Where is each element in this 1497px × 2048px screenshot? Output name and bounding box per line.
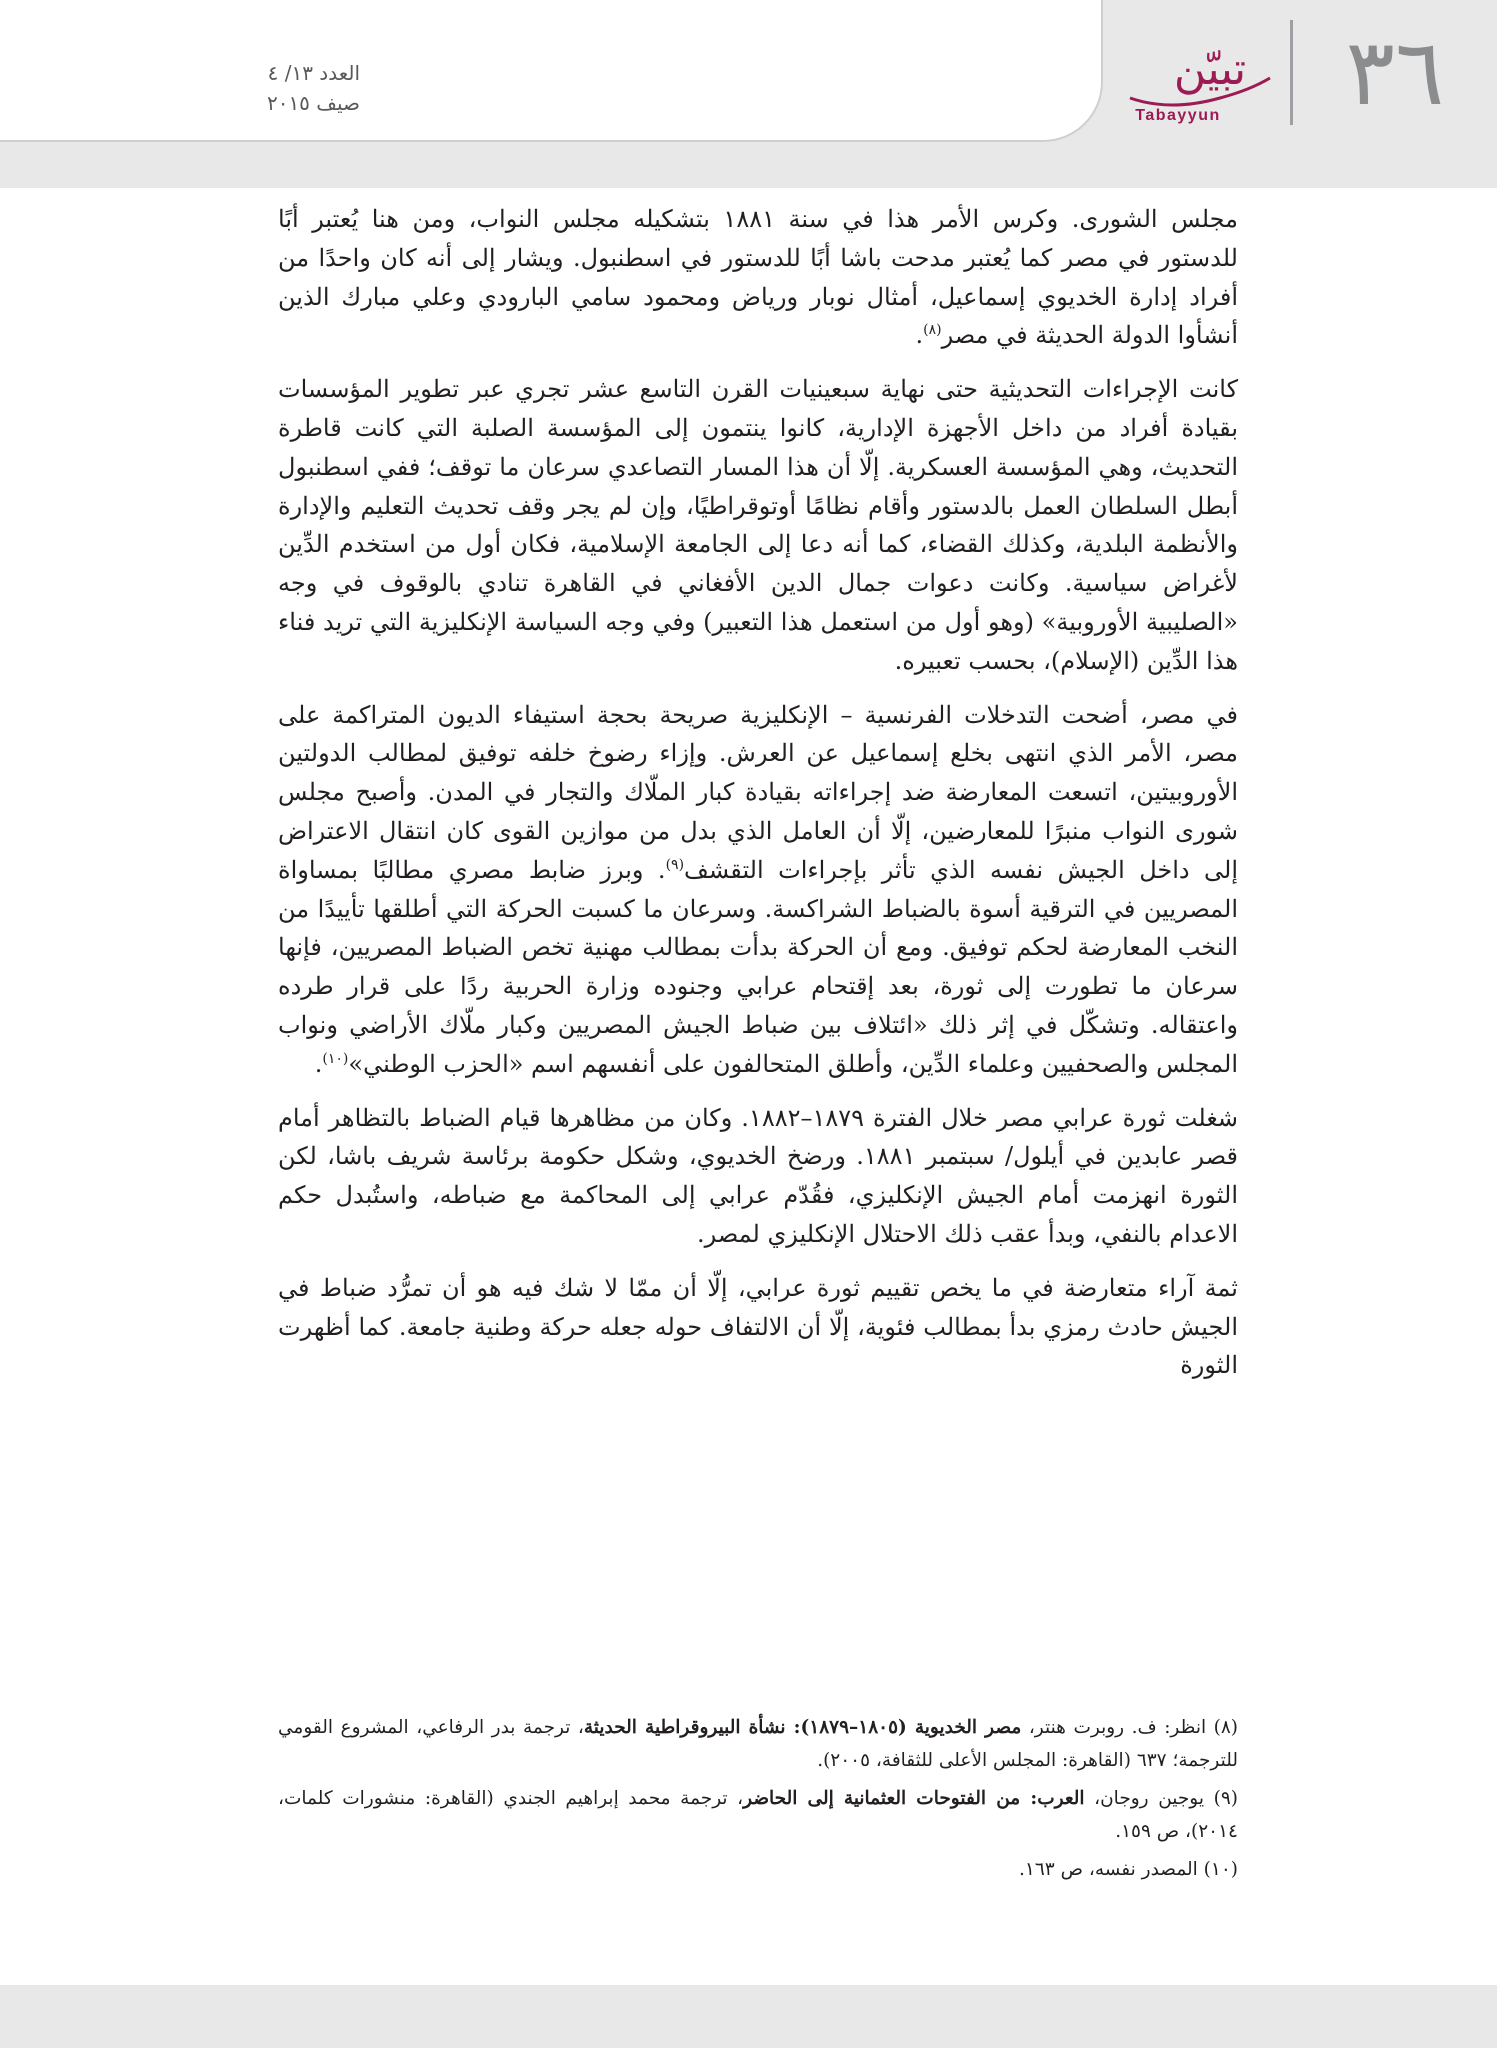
article-body bbox=[278, 200, 1238, 1385]
header-card bbox=[0, 0, 1103, 142]
footnote-8: (٨) انظر: ف. روبرت هنتر، مصر الخديوية (١٨٠٥–١٨٧٩): نشأة البيروقراطية الحديثة، ترجمة بدر الرفاعي، المشروع القومي للترجمة؛ ٦٣٧ (القاهرة: المجلس الأعلى للثقافة، ٢٠٠٥). bbox=[278, 1717, 1239, 1771]
footnote-ref-9[interactable]: (٩) bbox=[665, 856, 685, 873]
footer-band bbox=[0, 1985, 1497, 2048]
logo-arabic-text: تبيّن bbox=[1173, 44, 1247, 95]
page-number: ٣٦ bbox=[1345, 19, 1445, 126]
footnote-ref-10[interactable]: (١٠) bbox=[322, 1050, 349, 1067]
paragraph-1: مجلس الشورى. وكرس الأمر هذا في سنة ١٨٨١ بتشكيله مجلس النواب، ومن هنا يُعتبر أبًا للدستور في مصر كما يُعتبر مدحت باشا أبًا للدستور في اسطنبول. ويشار إلى أنه كان واحدًا من أفراد إدارة الخديوي إسماعيل، أمثال نوبار ورياض ومحمود سامي البارودي وعلي مبارك الذين أنشأوا الدولة الحديثة في مصر$^{(٨)}$. bbox=[278, 205, 1238, 350]
header-divider bbox=[1290, 20, 1293, 125]
logo-latin-text: Tabayyun bbox=[1135, 107, 1221, 124]
issue-line: العدد ١٣/ ٤ bbox=[267, 61, 360, 85]
footnotes bbox=[278, 1712, 1238, 1893]
season-line: صيف ٢٠١٥ bbox=[266, 91, 360, 115]
footnote-ref-8[interactable]: (٨) bbox=[923, 322, 942, 339]
paragraph-5: ثمة آراء متعارضة في ما يخص تقييم ثورة عرابي، إلّا أن ممّا لا شك فيه هو أن تمرُّد ضباط في الجيش حادث رمزي بدأ بمطالب فئوية، إلّا أن الالتفاف حوله جعله حركة وطنية جامعة. كما أظهرت الثورة bbox=[278, 1273, 1238, 1380]
tabayyun-logo bbox=[1120, 20, 1290, 130]
issue-info bbox=[240, 58, 360, 118]
footnote-10: (١٠) المصدر نفسه، ص ١٦٣. bbox=[1019, 1859, 1238, 1880]
paragraph-2: كانت الإجراءات التحديثية حتى نهاية سبعينيات القرن التاسع عشر تجري عبر تطوير المؤسسات بقيادة أفراد من داخل الأجهزة الإدارية، كانوا ينتمون إلى المؤسسة الصلبة التي كانت قاطرة التحديث، وهي المؤسسة العسكرية. إلّا أن هذا المسار التصاعدي سرعان ما توقف؛ ففي اسطنبول أبطل السلطان العمل بالدستور وأقام نظامًا أوتوقراطيًا، وإن لم يجر وقف تحديث التعليم والإدارة والأنظمة البلدية، وكذلك القضاء، كما أنه دعا إلى الجامعة الإسلامية، فكان أول من استخدم الدِّين لأغراض سياسية. وكانت دعوات جمال الدين الأفغاني في القاهرة تنادي بالوقوف في وجه «الصليبية الأوروبية» (وهو أول من استعمل هذا التعبير) وفي وجه السياسة الإنكليزية التي تريد فناء هذا الدِّين (الإسلام)، بحسب تعبيره. bbox=[278, 375, 1239, 675]
paragraph-4: شغلت ثورة عرابي مصر خلال الفترة ١٨٧٩–١٨٨٢. وكان من مظاهرها قيام الضباط بالتظاهر أمام قصر عابدين في أيلول/ سبتمبر ١٨٨١. ورضخ الخديوي، وشكل حكومة برئاسة شريف باشا، لكن الثورة انهزمت أمام الجيش الإنكليزي، فقُدّم عرابي إلى المحاكمة مع ضباطه، واستُبدل حكم الاعدام بالنفي، وبدأ عقب ذلك الاحتلال الإنكليزي لمصر. bbox=[278, 1103, 1239, 1248]
paragraph-3: في مصر، أضحت التدخلات الفرنسية – الإنكليزية صريحة بحجة استيفاء الديون المتراكمة على مصر، الأمر الذي انتهى بخلع إسماعيل عن العرش. وإزاء رضوخ خلفه توفيق لمطالب الدولتين الأوروبيتين، اتسعت المعارضة ضد إجراءاته بقيادة كبار الملّاك والتجار في المدن. وأصبح مجلس شورى النواب منبرًا للمعارضين، إلّا أن العامل الذي بدل من موازين القوى كان انتقال الاعتراض إلى داخل الجيش نفسه الذي تأثر بإجراءات التقشف$^{(٩)}$. وبرز ضابط مصري مطالبًا بمساواة المصريين في الترقية أسوة بالضباط الشراكسة. وسرعان ما كسبت الحركة التي أطلقها تأييدًا من النخب المعارضة لحكم توفيق. ومع أن الحركة بدأت بمطالب مهنية تخص الضباط المصريين، فإنها سرعان ما تطورت إلى ثورة، بعد إقتحام عرابي وجنوده وزارة الحربية ردًا على قرار طرده واعتقاله. وتشكّل في إثر ذلك «ائتلاف بين ضباط الجيش المصريين وكبار ملّاك الأراضي ونواب المجلس والصحفيين وعلماء الدِّين، وأطلق المتحالفون على أنفسهم اسم «الحزب الوطني»$^{(١٠)}$. bbox=[278, 700, 1239, 1078]
footnote-9: (٩) يوجين روجان، العرب: من الفتوحات العثمانية إلى الحاضر، ترجمة محمد إبراهيم الجندي (القاهرة: منشورات كلمات، ٢٠١٤)، ص ١٥٩. bbox=[278, 1788, 1238, 1842]
